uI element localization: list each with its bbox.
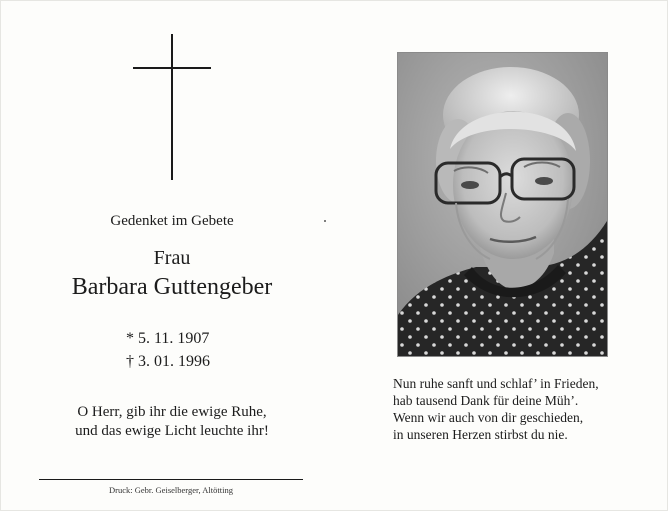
poem-line-1: Nun ruhe sanft und schlaf’ in Frieden, bbox=[393, 376, 599, 391]
footer-divider bbox=[39, 479, 303, 480]
portrait-illustration bbox=[398, 53, 607, 356]
birth-date: * 5. 11. 1907 bbox=[126, 330, 210, 347]
death-date: † 3. 01. 1996 bbox=[126, 353, 210, 370]
prayer-line-2: und das ewige Licht leuchte ihr! bbox=[75, 423, 269, 439]
cross-icon bbox=[133, 34, 211, 180]
prayer-line-1: O Herr, gib ihr die ewige Ruhe, bbox=[77, 404, 267, 420]
deceased-name: Barbara Guttengeber bbox=[71, 274, 273, 300]
cross-horizontal-bar bbox=[133, 67, 211, 69]
life-dates bbox=[126, 327, 210, 373]
printer-credit: Druck: Gebr. Geiselberger, Altötting bbox=[109, 485, 233, 495]
portrait-photo bbox=[397, 52, 608, 357]
memorial-poem bbox=[393, 375, 633, 443]
intro-text: Gedenket im Gebete bbox=[110, 213, 234, 229]
poem-line-4: in unseren Herzen stirbst du nie. bbox=[393, 427, 568, 442]
paper-speck bbox=[324, 220, 326, 222]
prayer-text bbox=[41, 403, 303, 441]
cross-vertical-bar bbox=[171, 34, 173, 180]
poem-line-3: Wenn wir auch von dir geschieden, bbox=[393, 410, 584, 425]
title-text: Frau bbox=[153, 247, 191, 269]
poem-line-2: hab tausend Dank für deine Müh’. bbox=[393, 393, 579, 408]
